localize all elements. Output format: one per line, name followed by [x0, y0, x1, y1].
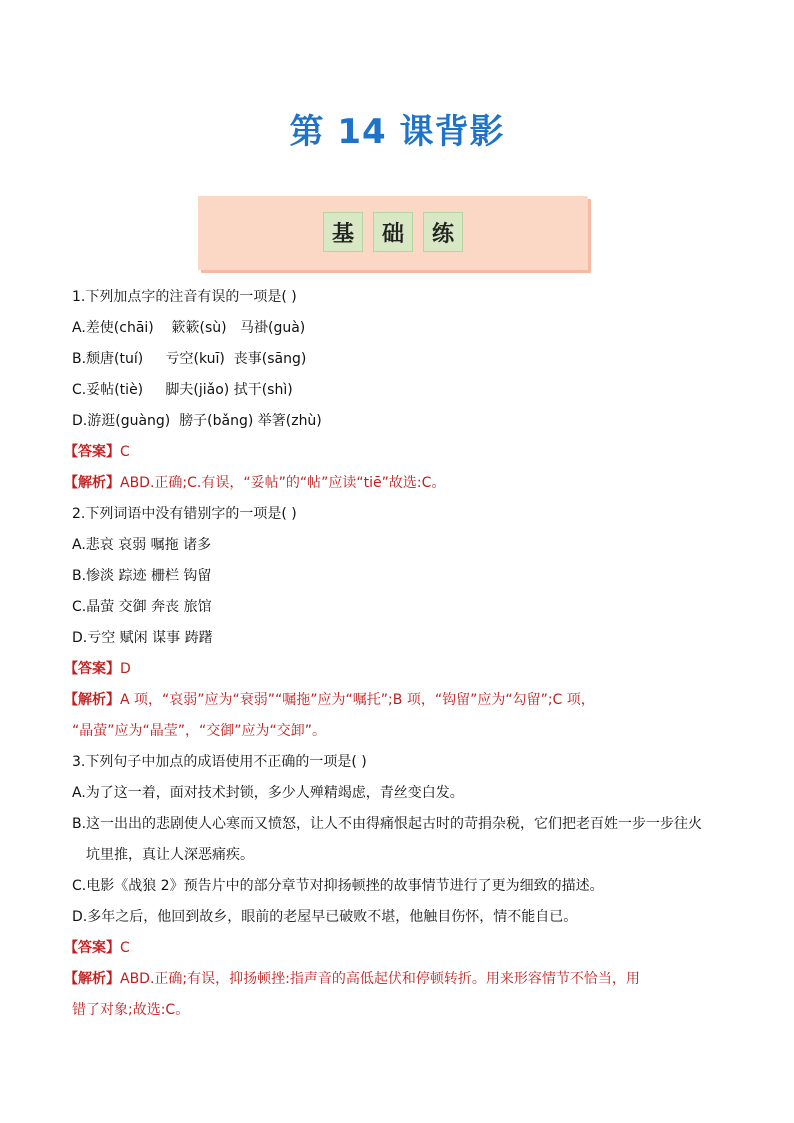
banner-char-2: 础 [373, 212, 413, 252]
analysis-text: A 项，“哀弱”应为“衰弱”“嘱拖”应为“嘱托”;B 项，“钩留”应为“勾留”;C 项， [120, 692, 595, 708]
section-banner [198, 196, 588, 270]
question-stem: 3.下列句子中加点的成语使用不正确的一项是( ) [72, 754, 367, 770]
question-stem: 1.下列加点字的注音有误的一项是( ) [72, 289, 297, 305]
answer-value: C [120, 444, 130, 460]
option-c: C.晶萤 交御 奔丧 旅馆 [72, 599, 212, 615]
analysis-tag: 【解析】 [64, 971, 120, 987]
analysis-text-cont: “晶萤”应为“晶莹”，“交御”应为“交卸”。 [72, 723, 327, 739]
answer-value: D [120, 661, 131, 677]
option-b: B.惨淡 踪迹 栅栏 钩留 [72, 568, 212, 584]
option-c: C.电影《战狼 2》预告片中的部分章节对抑扬顿挫的故事情节进行了更为细致的描述。 [72, 878, 604, 894]
analysis-tag: 【解析】 [64, 692, 120, 708]
option-c: C.妥帖(tiè) 脚夫(jiǎo) 拭干(shì) [72, 382, 293, 398]
answer-tag: 【答案】 [64, 444, 120, 460]
analysis-tag: 【解析】 [64, 475, 120, 491]
analysis-row [64, 964, 732, 995]
answer-value: C [120, 940, 130, 956]
analysis-row [64, 685, 732, 716]
analysis-row [64, 468, 732, 499]
option-d: D.游逛(guàng) 膀子(bǎng) 举箸(zhù) [72, 413, 322, 429]
question-1 [64, 282, 732, 499]
analysis-text: ABD.正确;有误，抑扬顿挫:指声音的高低起伏和停顿转折。用来形容情节不恰当，用 [120, 971, 640, 987]
analysis-text-cont: 错了对象;故选:C。 [72, 1002, 190, 1018]
option-a: A.为了这一着，面对技术封锁，多少人殚精竭虑，青丝变白发。 [72, 785, 464, 801]
option-a: A.悲哀 哀弱 嘱拖 诸多 [72, 537, 212, 553]
option-b-cont: 坑里推，真让人深恶痛疾。 [86, 847, 254, 863]
answer-row [64, 654, 732, 685]
answer-row [64, 437, 732, 468]
banner-char-3: 练 [423, 212, 463, 252]
answer-tag: 【答案】 [64, 661, 120, 677]
option-b: B.这一出出的悲剧使人心寒而又愤怒，让人不由得痛恨起古时的苛捐杂税，它们把老百姓一步一步往火 [72, 816, 703, 832]
page-title: 第 14 课背影 [289, 112, 505, 152]
question-3 [64, 747, 732, 1026]
option-d: D.亏空 赋闲 谋事 踌躇 [72, 630, 213, 646]
banner-char-1: 基 [323, 212, 363, 252]
answer-row [64, 933, 732, 964]
option-a: A.差使(chāi) 簌簌(sù) 马褂(guà) [72, 320, 306, 336]
option-d: D.多年之后，他回到故乡，眼前的老屋早已破败不堪，他触目伤怀，情不能自已。 [72, 909, 578, 925]
question-list [64, 282, 732, 1026]
answer-tag: 【答案】 [64, 940, 120, 956]
analysis-text: ABD.正确;C.有误，“妥帖”的“帖”应读“tiē”故选:C。 [120, 475, 446, 491]
question-stem: 2.下列词语中没有错别字的一项是( ) [72, 506, 297, 522]
question-2 [64, 499, 732, 747]
option-b: B.颓唐(tuí) 亏空(kuī) 丧事(sāng) [72, 351, 307, 367]
